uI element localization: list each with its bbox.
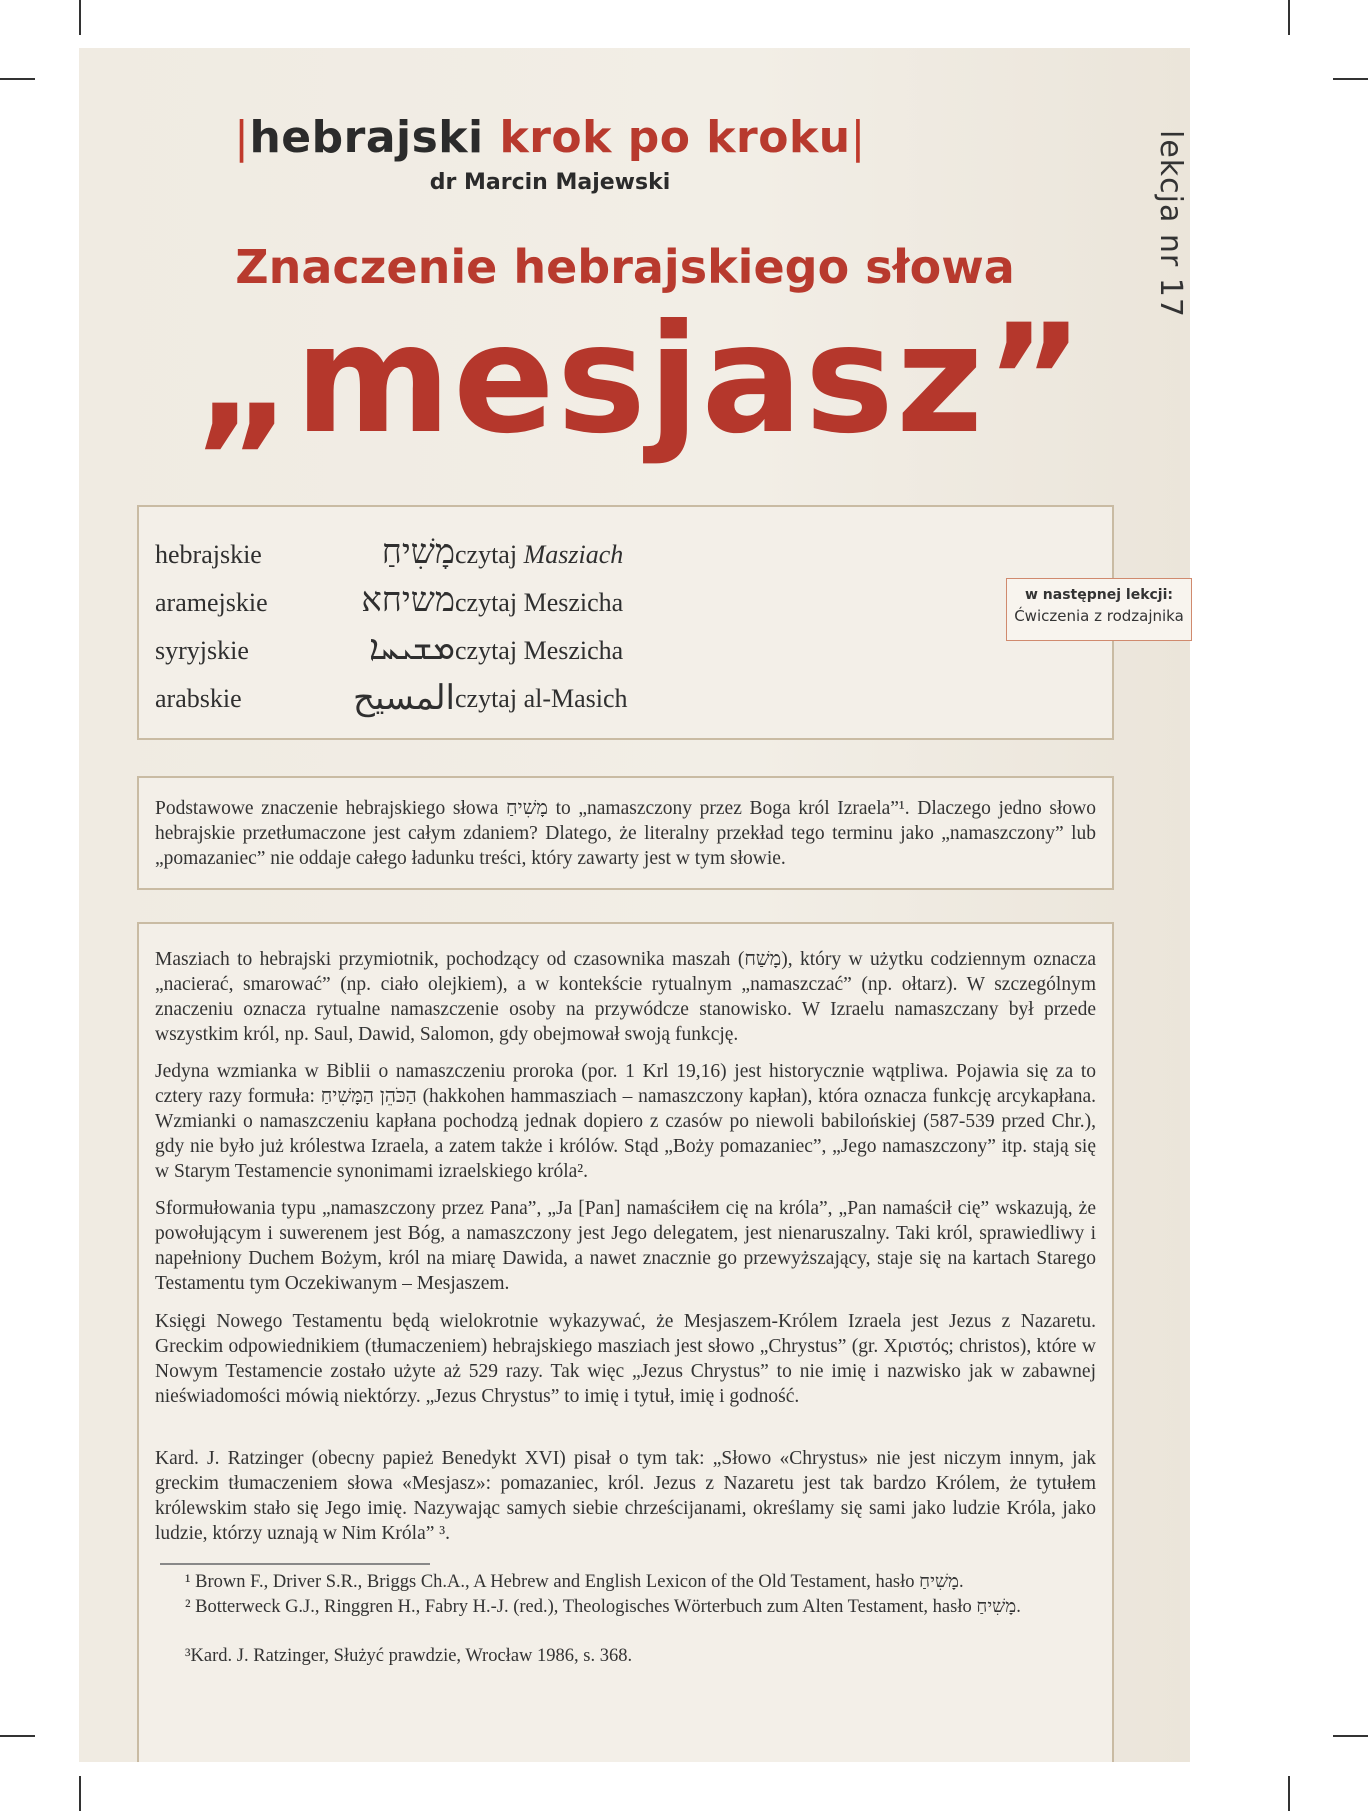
crop-mark xyxy=(79,0,81,35)
series-name-right: krok po kroku xyxy=(499,112,851,163)
reading: czytaj Meszicha xyxy=(455,636,624,665)
next-lesson-label: w następnej lekcji: xyxy=(1025,587,1173,603)
language-name: arabskie xyxy=(155,684,242,713)
article-paragraph: Jedyna wzmianka w Biblii o namaszczeniu proroka (por. 1 Krl 19,16) jest historycznie wątpliwa. Pojawia się za to cztery razy formuła: הַכֹּהֵן הַמָּשִׁיחַ (hakkohen hammasziach – namaszczony kapłan), która oznacza funkcję arcykapłana. Wzmianki o namaszczeniu kapłana pochodzą jednak dopiero z czasów po niewoli babilońskiej (587-539 przed Chr.), gdy nie było już królestwa Izraela, a zatem także i królów. Stąd „Boży pomazaniec”, „Jego namaszczony” itp. stają się w Starym Testamencie synonimami izraelskiego króla². xyxy=(155,1061,1096,1182)
footnote: ² Botterweck G.J., Ringgren H., Fabry H.-J. (red.), Theologisches Wörterbuch zum Alten Testament, hasło מָשִׁיחַ. xyxy=(185,1597,1021,1617)
crop-mark xyxy=(0,1735,35,1737)
crop-mark xyxy=(1333,1735,1368,1737)
script-word: מָשִׁיחַ xyxy=(381,534,455,571)
lesson-number: lekcja nr 17 xyxy=(1153,130,1188,318)
article-paragraph: Masziach to hebrajski przymiotnik, pochodzący od czasownika maszah (מָשַׁח), który w użytku codziennym oznacza „nacierać, smarować” (np. ciało olejkiem), a w kontekście rytualnym „namaszczać” (np. ołtarz). W szczególnym znaczeniu oznacza rytualne namaszczenie osoby na przywódcze stanowisko. W Izraelu namaszczany był przede wszystkim król, np. Saul, Dawid, Salomon, gdy obejmował swoją funkcję. xyxy=(155,949,1096,1045)
author: dr Marcin Majewski xyxy=(429,170,671,195)
language-name: aramejskie xyxy=(155,588,268,617)
series-header: |hebrajski krok po kroku| xyxy=(234,112,866,163)
page-title: „mesjasz” xyxy=(194,293,1086,467)
article-paragraph: Kard. J. Ratzinger (obecny papież Benedykt XVI) pisał o tym tak: „Słowo «Chrystus» nie jest niczym innym, jak greckim tłumaczeniem słowa «Mesjasz»: pomazaniec, król. Jezus z Nazaretu jest tak bardzo Królem, że tytułem królewskim stało się Jego imię. Nazywając samych siebie chrześcijanami, określamy się sami jako ludzie Króla, jako ludzie, którzy uznają w Nim Króla” ³. xyxy=(155,1448,1096,1544)
script-word: משיחא xyxy=(361,582,455,619)
footnote: ¹ Brown F., Driver S.R., Briggs Ch.A., A Hebrew and English Lexicon of the Old Testament, hasło מָשִׁיחַ. xyxy=(185,1572,964,1592)
crop-mark xyxy=(1333,78,1368,80)
article-paragraph: Sformułowania typu „namaszczony przez Pana”, „Ja [Pan] namaściłem cię na króla”, „Pan namaścił cię” wskazują, że powołującym i suwerenem jest Bóg, a namaszczony jest Jego delegatem, jest nienaruszalny. Taki król, sprawiedliwy i napełniony Duchem Bożym, król na miarę Dawida, a nawet znacznie go przewyższający, staje się na kartach Starego Testamentu tym Oczekiwanym – Mesjaszem. xyxy=(155,1198,1096,1294)
crop-mark xyxy=(79,1776,81,1811)
script-word: المسيح xyxy=(353,680,455,717)
footnote: ³Kard. J. Ratzinger, Służyć prawdzie, Wrocław 1986, s. 368. xyxy=(185,1646,633,1666)
next-lesson-note xyxy=(1006,578,1192,641)
page-subtitle: Znaczenie hebrajskiego słowa xyxy=(235,240,1015,294)
footnote-divider xyxy=(160,1563,430,1565)
reading: czytaj Meszicha xyxy=(455,588,624,617)
intro-paragraph: Podstawowe znaczenie hebrajskiego słowa מָשִׁיחַ to „namaszczony przez Boga król Izraela”¹. Dlaczego jedno słowo hebrajskie przetłumaczone jest całym zdaniem? Dlatego, że literalny przekład tego terminu jako „namaszczony” lub „pomazaniec” nie oddaje całego ładunku treści, który zawarty jest w tym słowie. xyxy=(155,798,1096,869)
next-lesson-topic: Ćwiczenia z rodzajnika xyxy=(1014,607,1184,625)
crop-mark xyxy=(0,78,35,80)
reading: czytaj al-Masich xyxy=(455,684,628,713)
crop-mark xyxy=(1288,1776,1290,1811)
article-paragraph: Księgi Nowego Testamentu będą wielokrotnie wykazywać, że Mesjaszem-Królem Izraela jest Jezus z Nazaretu. Greckim odpowiednikiem (tłumaczeniem) hebrajskiego masziach jest słowo „Chrystus” (gr. Χριστός; christos), które w Nowym Testamencie zostało użyte aż 529 razy. Tak więc „Jezus Chrystus” to nie imię i nazwisko jak w zabawnej nieświadomości mówią niektórzy. „Jezus Chrystus” to imię i tytuł, imię i godność. xyxy=(155,1311,1096,1407)
reading: czytaj Masziach xyxy=(455,540,624,569)
language-name: hebrajskie xyxy=(155,540,262,569)
crop-mark xyxy=(1288,0,1290,35)
script-word: ܡܫܝܚܐ xyxy=(369,630,455,667)
language-name: syryjskie xyxy=(155,636,249,665)
series-name-left: hebrajski xyxy=(249,112,484,163)
